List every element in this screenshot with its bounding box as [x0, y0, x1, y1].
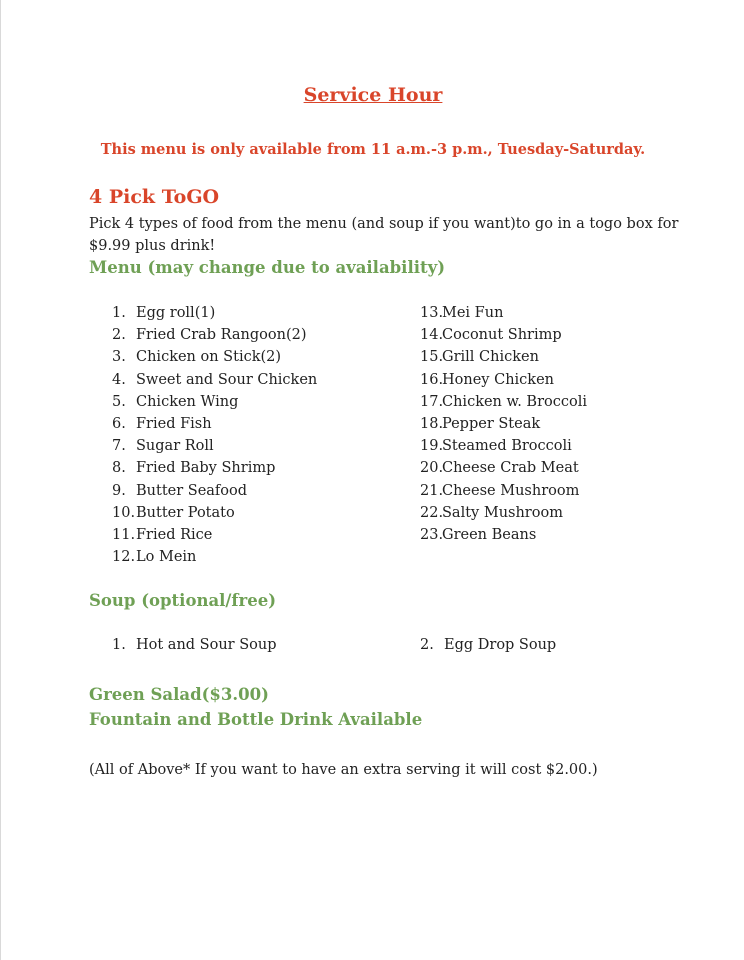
item-name: Hot and Sour Soup [136, 637, 277, 653]
item-name: Pepper Steak [442, 415, 541, 432]
list-item [112, 369, 317, 391]
item-name: Green Beans [442, 526, 537, 543]
item-name: Salty Mushroom [442, 504, 563, 521]
list-item [112, 391, 317, 413]
item-number: 3. [112, 349, 126, 366]
list-item [420, 324, 587, 346]
list-item [420, 302, 587, 324]
list-item [112, 324, 317, 346]
item-name: Fried Baby Shrimp [136, 460, 276, 477]
item-number: 2. [112, 327, 126, 344]
item-number: 7. [112, 438, 126, 455]
item-name: Coconut Shrimp [442, 327, 562, 344]
item-number: 11. [112, 526, 136, 543]
item-name: Egg roll(1) [136, 305, 216, 321]
item-number: 6. [112, 415, 126, 432]
item-number: 10. [112, 504, 136, 521]
item-number: 5. [112, 393, 126, 410]
item-name: Steamed Broccoli [442, 438, 572, 455]
item-name: Butter Seafood [136, 482, 248, 499]
item-name: Cheese Mushroom [442, 482, 580, 499]
list-item [420, 369, 587, 391]
item-name: Chicken w. Broccoli [442, 393, 587, 410]
item-number: 16. [420, 371, 444, 388]
item-number: 8. [112, 460, 126, 477]
list-item [112, 524, 317, 546]
list-item [420, 457, 587, 479]
pick-description: Pick 4 types of food from the menu (and soup if you want)to go in a togo box for $9.99 plus drink! [89, 216, 679, 254]
list-item [420, 634, 556, 656]
item-name: Sweet and Sour Chicken [136, 371, 318, 388]
soup-heading: Soup (optional/free) [89, 591, 277, 610]
item-number: 21. [420, 482, 444, 499]
item-number: 1. [112, 637, 126, 653]
salad-heading: Green Salad($3.00) [89, 685, 269, 704]
list-item [112, 302, 317, 324]
list-item [420, 502, 587, 524]
item-number: 1. [112, 305, 126, 321]
item-number: 22. [420, 504, 444, 521]
item-name: Grill Chicken [442, 349, 539, 366]
list-item [112, 435, 317, 457]
item-number: 9. [112, 482, 126, 499]
list-item [112, 502, 317, 524]
item-name: Mei Fun [442, 305, 504, 321]
list-item [112, 480, 317, 502]
menu-list-right [420, 302, 587, 546]
list-item [112, 546, 317, 568]
availability-notice: This menu is only available from 11 a.m.-3 p.m., Tuesday-Saturday. [100, 141, 646, 158]
item-name: Honey Chicken [442, 371, 554, 388]
item-name: Egg Drop Soup [444, 637, 557, 653]
item-number: 4. [112, 371, 126, 388]
extra-serving-note: (All of Above* If you want to have an extra serving it will cost $2.00.) [89, 762, 598, 778]
item-number: 12. [112, 549, 136, 566]
item-number: 20. [420, 460, 444, 477]
item-number: 17. [420, 393, 444, 410]
item-name: Butter Potato [136, 504, 235, 521]
menu-heading: Menu (may change due to availability) [89, 258, 445, 277]
item-number: 15. [420, 349, 444, 366]
menu-list-left [112, 302, 317, 568]
item-name: Fried Crab Rangoon(2) [136, 327, 307, 344]
item-name: Fried Fish [136, 415, 212, 432]
list-item [112, 634, 277, 656]
soup-list-left [112, 634, 277, 656]
item-number: 19. [420, 438, 444, 455]
list-item [112, 346, 317, 368]
item-name: Fried Rice [136, 526, 213, 543]
list-item [420, 346, 587, 368]
list-item [420, 413, 587, 435]
item-number: 18. [420, 415, 444, 432]
item-name: Chicken on Stick(2) [136, 349, 282, 366]
item-name: Cheese Crab Meat [442, 460, 579, 477]
list-item [420, 480, 587, 502]
page-title: Service Hour [303, 84, 443, 106]
item-number: 23. [420, 526, 444, 543]
list-item [420, 435, 587, 457]
list-item [112, 457, 317, 479]
item-name: Sugar Roll [136, 438, 214, 455]
item-name: Lo Mein [136, 549, 197, 566]
list-item [420, 391, 587, 413]
item-name: Chicken Wing [136, 393, 239, 410]
pick-heading: 4 Pick ToGO [89, 186, 220, 208]
item-number: 14. [420, 327, 444, 344]
soup-list-right [420, 634, 556, 656]
list-item [420, 524, 587, 546]
drink-heading: Fountain and Bottle Drink Available [89, 710, 423, 729]
list-item [112, 413, 317, 435]
item-number: 2. [420, 637, 434, 653]
item-number: 13. [420, 305, 444, 321]
